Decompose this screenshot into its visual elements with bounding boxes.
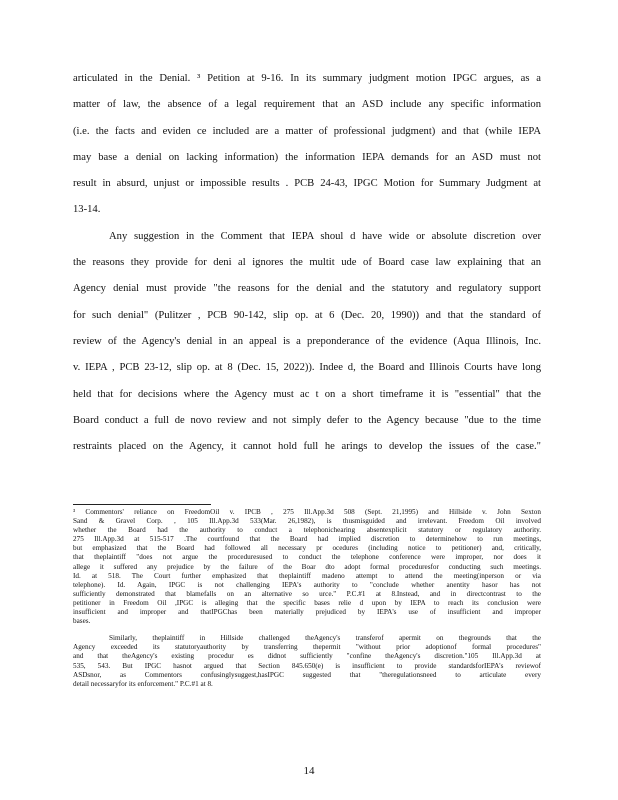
footnote-line: 535, 543. But IPGC hasnot argued that Section 845.650(e) is insufficient to provide standardsforIEPA's reviewof — [73, 661, 541, 670]
footnote-divider — [73, 504, 211, 505]
body-line: Board conduct a full de novo review and not simply defer to the Agency because "due to the time — [73, 414, 541, 426]
body-line: the reasons they provide for deni al ignores the multit ude of Board case law explaining that an — [73, 257, 541, 269]
body-text — [73, 66, 541, 460]
body-line: (i.e. the facts and eviden ce included are a matter of professional judgment) and that (while IEPA — [73, 125, 541, 137]
footnote-line: ASDsnor, as Commentors confusinglysuggest,hasIPGC suggested that "theregulationsneed to articulate every — [73, 670, 541, 679]
footnote-line: telephone). Id. Again, IPGC is not challenging IEPA's authority to "conclude whether anentity hasor has not — [73, 580, 541, 589]
footnote-line: petitioner in Freedom Oil ,IPGC is alleging that the specific bases relie d upon by IEPA to reach its conclusion were — [73, 598, 541, 607]
footnote-line: allege it suffered any prejudice by the failure of the Boar dto adopt formal proceduresfor conducting such meetings. — [73, 562, 541, 571]
footnotes — [73, 508, 541, 689]
footnote-paragraph-gap — [73, 626, 541, 634]
footnote-line: ³ Commentors' reliance on FreedomOil v. IPCB , 275 Ill.App.3d 508 (Sept. 21,1995) and Hillside v. John Sexton — [73, 508, 541, 516]
body-line: review of the Agency's denial in an appeal is a preponderance of the evidence (Aqua Illinois, Inc. — [73, 335, 541, 347]
body-line: 13-14. — [73, 204, 101, 216]
body-line: result in absurd, unjust or impossible results . PCB 24-43, IPGC Motion for Summary Judgment at — [73, 178, 541, 190]
footnote-line: and that theAgency's existing procedur es didnot sufficiently "confine theAgency's discretion."105 Ill.App.3d at — [73, 652, 541, 661]
body-line: held that for decisions where the Agency must ac t on a short timeframe it is "essential" that the — [73, 388, 541, 400]
body-line: matter of law, the absence of a legal requirement that an ASD include any specific information — [73, 99, 541, 111]
body-line: articulated in the Denial. ³ Petition at 9-16. In its summary judgment motion IPGC argues, as a — [73, 73, 541, 84]
footnote-line: Similarly, theplaintiff in Hillside challenged theAgency's transferof apermit on thegrounds that the — [109, 634, 541, 643]
body-line: may base a denial on lacking information) the information IEPA demands for an ASD must not — [73, 151, 541, 163]
footnote-line: 275 Ill.App.3d at 515-517 .The courtfound that the Board had implied discretion to determinehow to run meetings, — [73, 535, 541, 544]
footnote-line: insufficient and improper and thatIPGChas been materially prejudiced by IEPA's use of insufficient and improper — [73, 608, 541, 617]
footnote-line: Id. at 518. The Court further emphasized that theplaintiff madeno attempt to attend the meeting(inperson or via — [73, 571, 541, 580]
footnote-line: that theplaintiff "does not argue the proceduresused to conduct the telephone conference were improper, nor does it — [73, 553, 541, 562]
footnote-line: but emphasized that the Board had followed all necessary pr ocedures (including notice to petitioner) and, critically, — [73, 544, 541, 553]
footnote-line: bases. — [73, 617, 91, 626]
body-line: Any suggestion in the Comment that IEPA shoul d have wide or absolute discretion over — [109, 230, 541, 242]
footnote-line: whether the Board had the authority to conduct a telephonichearing absentexplicit statutory or regulatory authority. — [73, 526, 541, 535]
footnote-line: sufficiently demonstrated that blamefalls on an alternative so urce." P.C.#1 at 8.Instead, and in directcontrast to the — [73, 589, 541, 598]
body-line: Agency denial must provide "the reasons for the denial and the statutory and regulatory support — [73, 283, 541, 295]
footnote-line: Sand & Gravel Corp. , 105 Ill.App.3d 533(Mar. 26,1982), is thusmisguided and irrelevant. Freedom Oil involved — [73, 517, 541, 526]
page-number: 14 — [303, 765, 315, 777]
footnote-line: Agency exceeded its statutoryauthority by transferring thepermit "without prior adoptionof formal procedures" — [73, 643, 541, 652]
body-line: restraints placed on the Agency, it cannot hold full he arings to develop the issues of the case." — [73, 441, 541, 453]
body-line: for such denial" (Pulitzer , PCB 90-142, slip op. at 6 (Dec. 20, 1990)) and that the standard of — [73, 309, 541, 321]
body-line: v. IEPA , PCB 23-12, slip op. at 8 (Dec. 15, 2022)). Indee d, the Board and Illinois Courts have long — [73, 362, 541, 374]
footnote-line: detail necessaryfor its enforcement." P.C.#1 at 8. — [73, 679, 213, 688]
